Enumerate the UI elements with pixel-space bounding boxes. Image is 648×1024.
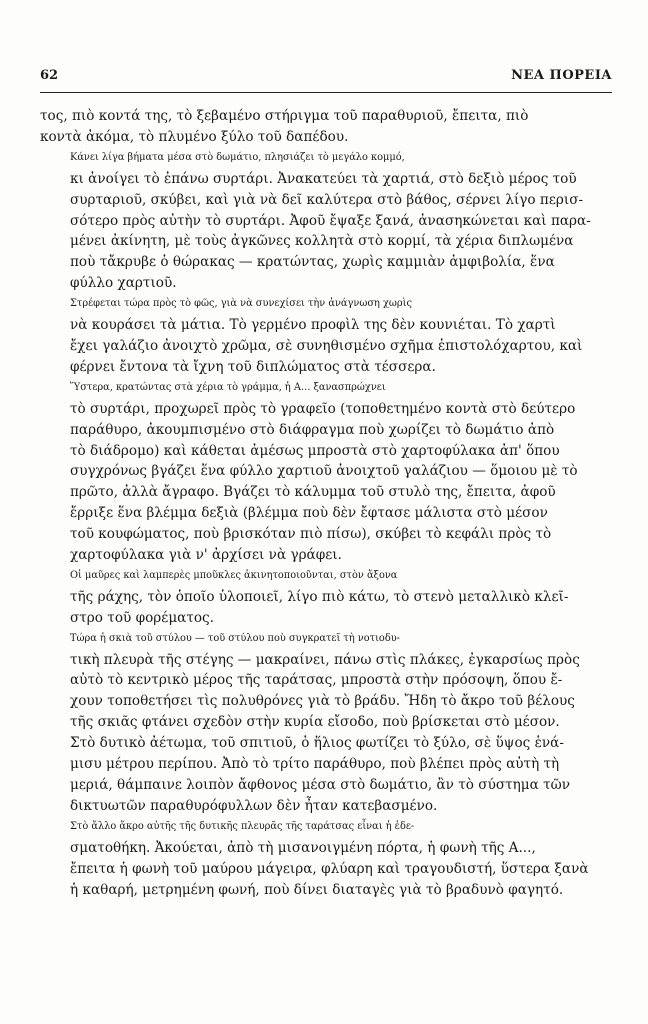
text-line: τοῦ κουφώματος, ποὺ βρισκόταν πιὸ πίσω), σκύβει τὸ κεφάλι πρὸς τὸ xyxy=(70,526,552,543)
text-line: χαρτοφύλακα γιὰ ν' ἀρχίσει νὰ γράφει. xyxy=(70,547,342,564)
text-line: ἔπειτα ἡ φωνὴ τοῦ μαύρου μάγειρα, φλύαρη καὶ τραγουδιστή, ὕστερα ξανὰ xyxy=(70,860,589,877)
paragraph xyxy=(40,106,612,148)
text-line: σότερο πρὸς αὐτὴν τὸ συρτάρι. Ἀφοῦ ἔψαξε ξανά, ἀνασηκώνεται καὶ παρα- xyxy=(70,212,591,229)
text-line: Στὸ δυτικὸ ἀέτωμα, τοῦ σπιτιοῦ, ὁ ἥλιος φωτίζει τὸ ξύλο, σὲ ὕψος ἑνά- xyxy=(70,735,564,752)
text-line: συρταριοῦ, σκύβει, καὶ γιὰ νὰ δεῖ καλύτερα στὸ βάθος, σέρνει λίγο περισ- xyxy=(70,191,584,208)
text-line: Οἱ μαῦρες καὶ λαμπερὲς μποῦκλες ἀκινητοποιοῦνται, στὸν ἄξονα xyxy=(70,569,398,581)
text-line: αὐτὸ τὸ κεντρικὸ μέρος τῆς ταράτσας, μπροστὰ στὴν πρόσοψη, ὅπου ἔ- xyxy=(70,672,563,689)
text-line: τικὴ πλευρὰ τῆς στέγης — μακραίνει, πάνω στὶς πλάκες, ἐγκαρσίως πρὸς xyxy=(70,651,580,668)
paragraph xyxy=(40,294,612,378)
text-line: πρῶτο, ἀλλὰ ἄγραφο. Βγάζει τὸ κάλυμμα τοῦ στυλὸ της, ἔπειτα, ἀφοῦ xyxy=(70,484,556,501)
text-line: κοντὰ ἀκόμα, τὸ πλυμένο ξύλο τοῦ δαπέδου. xyxy=(40,128,349,145)
text-line: ἔχει γαλάζιο ἀνοιχτὸ χρῶμα, σὲ συνηθισμένο σχῆμα ἐπιστολόχαρτου, καὶ xyxy=(70,337,583,354)
paragraph xyxy=(40,148,612,294)
text-line: τῆς σκιᾶς φτάνει σχεδὸν στὴν κυρία εἴσοδο, ποὺ βρίσκεται στὸ μέσον. xyxy=(70,714,560,731)
text-line: σματοθήκη. Ἀκούεται, ἀπὸ τὴ μισανοιγμένη πόρτα, ἡ φωνὴ τῆς Α..., xyxy=(70,839,536,856)
text-line: μεριά, θάμπαινε λοιπὸν ἄφθονος μέσα στὸ δωμάτιο, ἂν τὸ σύστημα τῶν xyxy=(70,777,570,793)
text-line: ποὺ τἄκρυβε ὁ θώρακας — κρατώντας, χωρὶς καμμιὰν ἀμφιβολία, ἕνα xyxy=(70,254,555,271)
paragraph xyxy=(40,817,612,901)
text-line: χουν τοποθετήσει τὶς πολυθρόνες γιὰ τὸ βράδυ. Ἤδη τὸ ἄκρο τοῦ βέλους xyxy=(70,693,575,710)
text-line: τὸ συρτάρι, προχωρεῖ πρὸς τὸ γραφεῖο (τοποθετημένο κοντὰ στὸ δεύτερο xyxy=(70,400,576,417)
text-line: μένει ἀκίνητη, μὲ τοὺς ἀγκῶνες κολλητὰ στὸ κορμί, τὰ χέρια διπλωμένα xyxy=(70,233,574,250)
text-line: στρο τοῦ φορέματος. xyxy=(70,609,214,626)
text-line: κι ἀνοίγει τὸ ἐπάνω συρτάρι. Ἀνακατεύει τὰ χαρτιά, στὸ δεξιὸ μέρος τοῦ xyxy=(70,170,577,187)
text-line: νὰ κουράσει τὰ μάτια. Τὸ γερμένο προφὶλ της δὲν κουνιέται. Τὸ χαρτὶ xyxy=(70,317,556,334)
text-line: Τώρα ἡ σκιὰ τοῦ στύλου — τοῦ στύλου ποὺ συγκρατεῖ τὴ νοτιοδυ- xyxy=(70,632,400,644)
text-line: ἔρριξε ἕνα βλέμμα δεξιὰ (βλέμμα ποὺ δὲν ἔφτασε μάλιστα στὸ μέσον xyxy=(70,505,548,522)
text-line: Στρέφεται τώρα πρὸς τὸ φῶς, γιὰ νὰ συνεχίσει τὴν ἀνάγνωση χωρὶς xyxy=(70,298,413,310)
text-line: φέρνει ἔντονα τὰ ἴχνη τοῦ διπλώματος στὰ τέσσερα. xyxy=(70,358,436,375)
text-line: Κάνει λίγα βήματα μέσα στὸ δωμάτιο, πλησιάζει τὸ μεγάλο κομμό, xyxy=(70,151,405,163)
text-line: τος, πιὸ κοντά της, τὸ ξεβαμένο στήριγμα τοῦ παραθυριοῦ, ἔπειτα, πιὸ xyxy=(40,108,529,124)
paragraph xyxy=(40,629,612,817)
running-head xyxy=(40,68,612,86)
page-number: 62 xyxy=(40,68,59,83)
text-line: μισυ μέτρου περίπου. Ἀπὸ τὸ τρίτο παράθυρο, ποὺ βλέπει πρὸς αὐτὴ τὴ xyxy=(70,756,560,773)
text-line: Ὕστερα, κρατώντας στὰ χέρια τὸ γράμμα, ἡ Α... ξανασπρώχνει xyxy=(70,381,386,393)
body-text xyxy=(40,106,612,900)
paragraph xyxy=(40,566,612,629)
paragraph xyxy=(40,378,612,566)
header-rule xyxy=(40,92,612,93)
journal-title: ΝΕΑ ΠΟΡΕΙΑ xyxy=(511,68,612,83)
text-line: τὸ διάδρομο) καὶ κάθεται ἀμέσως μπροστὰ στὸ χαρτοφύλακα ἀπ' ὅπου xyxy=(70,442,560,459)
text-line: τῆς ράχης, τὸν ὁποῖο ὑλοποιεῖ, λίγο πιὸ κάτω, τὸ στενὸ μεταλλικὸ κλεῖ- xyxy=(70,588,569,605)
text-line: δικτυωτῶν παραθυρόφυλλων δὲν ἦταν κατεβασμένο. xyxy=(70,797,438,814)
text-line: συγχρόνως βγάζει ἕνα φύλλο χαρτιοῦ ἀνοιχτοῦ γαλάζιου — ὅμοιου μὲ τὸ xyxy=(70,463,578,480)
text-line: φύλλο χαρτιοῦ. xyxy=(70,275,177,292)
text-line: ἡ καθαρή, μετρημένη φωνή, ποὺ δίνει διαταγὲς γιὰ τὸ βραδυνὸ φαγητό. xyxy=(70,881,564,898)
text-line: Στὸ ἄλλο ἄκρο αὐτῆς τῆς δυτικῆς πλευρᾶς τῆς ταράτσας εἶναι ἡ ἐδε- xyxy=(70,820,415,832)
text-line: παράθυρο, ἀκουμπισμένο στὸ διάφραγμα ποὺ χωρίζει τὸ δωμάτιο ἀπὸ xyxy=(70,421,555,438)
